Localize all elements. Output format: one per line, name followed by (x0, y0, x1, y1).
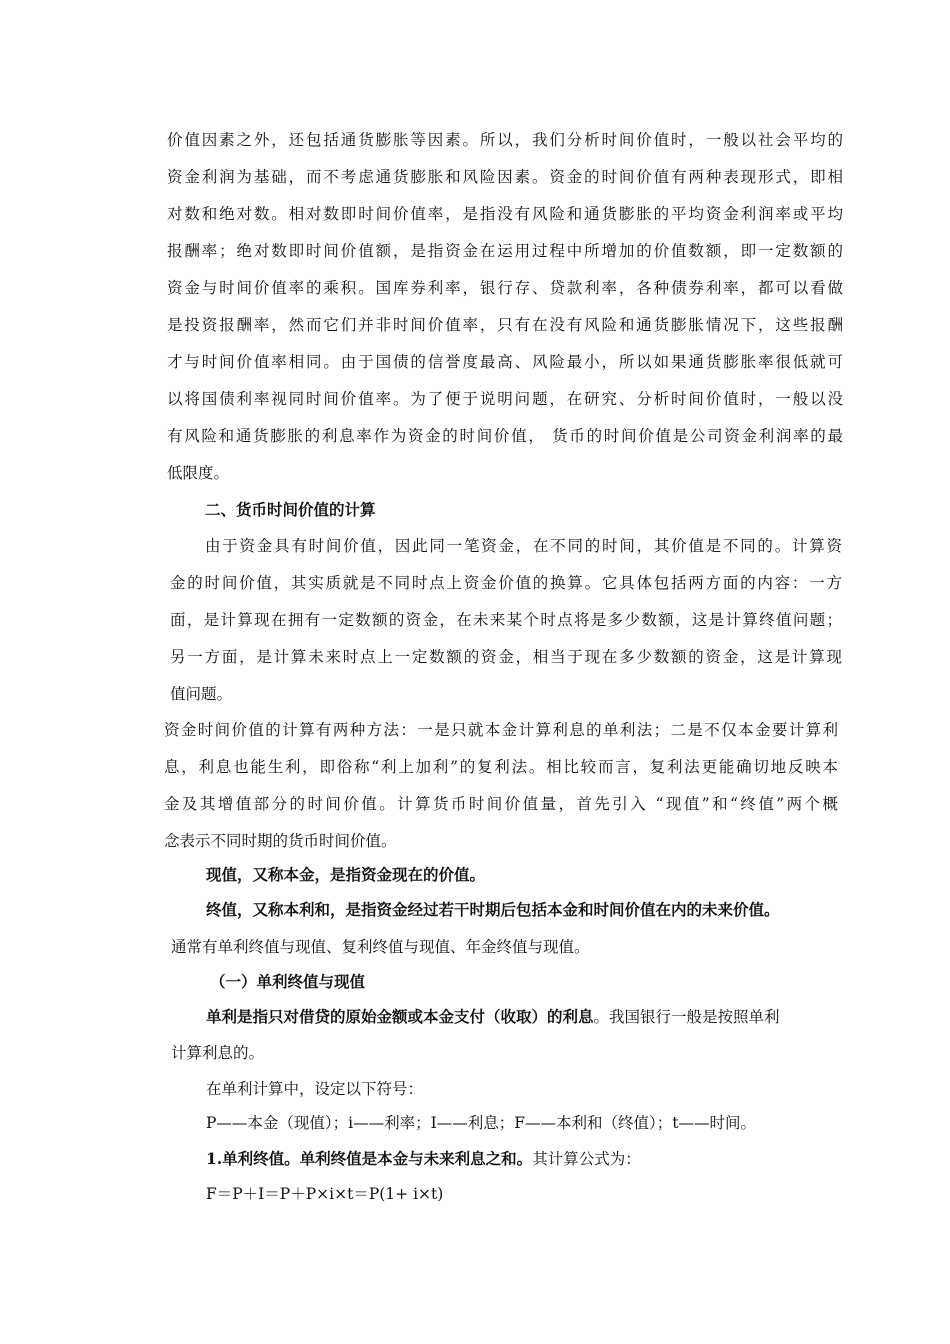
text-line: 金的时间价值，其实质就是不同时点上资金价值的换算。它具体包括两方面的内容：一方 (170, 574, 842, 592)
subsection-heading-simple-interest: （一）单利终值与现值 (210, 972, 366, 991)
simple-interest-definition (206, 1004, 780, 1030)
item1-rest: 其计算公式为： (532, 1150, 641, 1168)
text-line: 另一方面，是计算未来时点上一定数额的资金，相当于现在多少数额的资金，这是计算现 (170, 648, 842, 666)
symbols-definition: P——本金（现值）；i——利率；I——利息；F——本利和（终值）；t——时间。 (206, 1114, 756, 1132)
common-types-text: 通常有单利终值与现值、复利终值与现值、年金终值与现值。 (171, 938, 590, 956)
simple-future-value-formula: F＝P＋I＝P＋P×i×t＝P(1+ i×t) (206, 1185, 444, 1203)
text-line: 由于资金具有时间价值，因此同一笔资金，在不同的时间，其价值是不同的。计算资 (205, 537, 842, 555)
text-line: 以将国债利率视同时间价值率。为了便于说明问题，在研究、分析时间价值时，一般以没 (167, 390, 843, 408)
text-line: 报酬率；绝对数即时间价值额，是指资金在运用过程中所增加的价值数额，即一定数额的 (167, 242, 843, 260)
text-line: 息，利息也能生利，即俗称“利上加利”的复利法。相比较而言，复利法更能确切地反映本 (164, 758, 838, 776)
definition-future-value: 终值，又称本利和，是指资金经过若干时期后包括本金和时间价值在内的未来价值。 (206, 900, 780, 919)
text-line: 价值因素之外，还包括通货膨胀等因素。所以，我们分析时间价值时，一般以社会平均的 (167, 131, 843, 149)
text-line: 金及其增值部分的时间价值。计算货币时间价值量，首先引入 “现值”和“终值”两个概 (164, 795, 838, 813)
paragraph-time-value-factors (167, 122, 843, 492)
paragraph-calculation-intro (170, 528, 842, 713)
text-line: 念表示不同时期的货币时间价值。 (164, 832, 397, 850)
definition-present-value: 现值，又称本金，是指资金现在的价值。 (206, 865, 486, 884)
item1-bold: 1.单利终值。单利终值是本金与未来利息之和。 (206, 1149, 533, 1168)
text-line: 值问题。 (170, 685, 233, 703)
simple-future-value-item (206, 1146, 641, 1172)
simple-interest-rest: 。我国银行一般是按照单利 (593, 1008, 780, 1026)
text-line: 资金时间价值的计算有两种方法：一是只就本金计算利息的单利法；二是不仅本金要计算利 (164, 721, 838, 739)
text-line: 低限度。 (167, 464, 230, 482)
text-line: 资金利润为基础，而不考虑通货膨胀和风险因素。资金的时间价值有两种表现形式，即相 (167, 168, 843, 186)
text-line: 对数和绝对数。相对数即时间价值率，是指没有风险和通货膨胀的平均资金利润率或平均 (167, 205, 843, 223)
paragraph-calculation-methods (164, 712, 838, 860)
text-line: 资金与时间价值率的乘积。国库券利率，银行存、贷款利率，各种债券利率，都可以看做 (167, 279, 843, 297)
text-line: 面，是计算现在拥有一定数额的资金，在未来某个时点将是多少数额，这是计算终值问题； (170, 611, 842, 629)
text-line: 有风险和通货膨胀的利息率作为资金的时间价值， 货币的时间价值是公司资金利润率的最 (167, 427, 843, 445)
symbols-intro: 在单利计算中，设定以下符号： (206, 1080, 424, 1098)
simple-interest-bold: 单利是指只对借贷的原始金额或本金支付（收取）的利息 (206, 1007, 594, 1026)
text-line: 才与时间价值率相同。由于国债的信誉度最高、风险最小，所以如果通货膨胀率很低就可 (167, 353, 843, 371)
section-heading-calculation: 二、货币时间价值的计算 (205, 500, 376, 519)
simple-interest-line2: 计算利息的。 (171, 1044, 265, 1062)
text-line: 是投资报酬率，然而它们并非时间价值率，只有在没有风险和通货膨胀情况下，这些报酬 (167, 316, 843, 334)
